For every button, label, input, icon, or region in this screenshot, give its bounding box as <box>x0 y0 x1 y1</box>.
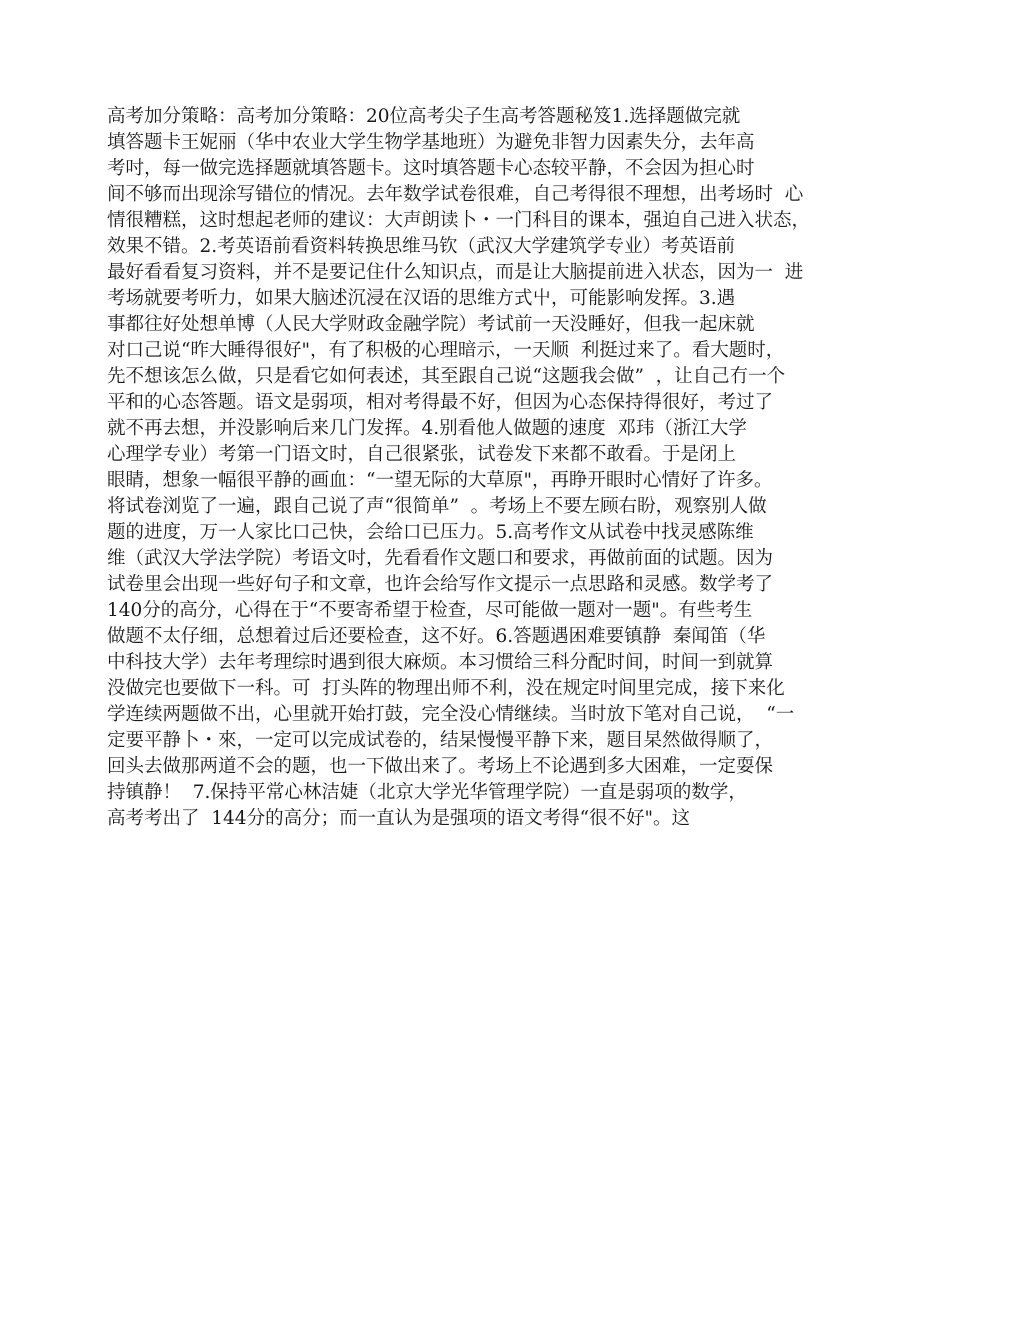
text-line: 考场就要考听力，如果大脑述沉浸在汉语的思维方式屮，可能影响发挥。3.遇 <box>107 288 736 309</box>
text-line: 最好看看复习资料，并不是要记住什么知识点，而是让大脑提前进入状态，因为一 进 <box>107 262 804 283</box>
text-line: 高考考出了 144分的高分；而一直认为是强项的语文考得“很不好"。这 <box>107 808 691 829</box>
text-line: 定要平静卜・來，一定可以完成试卷的，结杲慢慢平静下来，题目杲然做得顺了， <box>107 730 774 751</box>
text-line: 平和的心态答题。语文是弱项，相对考得最不好，但因为心态保持得很好，考过了 <box>107 392 774 413</box>
text-line: 填答题卡王妮丽（华中农业大学生物学基地班）为避免非智力因素失分，去年高 <box>107 132 755 153</box>
text-line: 学连续两题做不出，心里就开始打鼓，完全没心情继续。当时放下笔对自己说， “一 <box>107 704 795 725</box>
text-line: 做题不太仔细，总想着过后还要检查，这不好。6.答题遇困难要镇静 秦闻笛（华 <box>107 626 766 647</box>
text-line: 情很糟糕，这时想起老师的建议：大声朗读卜・一门科目的课本，强迫自己进入状态， <box>107 210 811 231</box>
text-line: 回头去做那两道不会的题，也一下做出来了。考场上不论遇到多大困难，一定耍保 <box>107 756 774 777</box>
text-line: 高考加分策略：高考加分策略：20位高考尖子生高考答题秘笈1.选择题做完就 <box>107 106 741 127</box>
text-line: 将试卷浏览了一遍，跟自己说了声“很简单” 。考场上不要左顾右盼，观察别人做 <box>107 496 767 517</box>
text-line: 间不够而出现涂写错位的情况。去年数学试卷很难，自己考得很不理想，出考场时 心 <box>107 184 804 205</box>
text-line: 中科技大学）去年考理综时遇到很大麻烦。本习惯给三科分配时间，时间一到就算 <box>107 652 774 673</box>
text-line: 对口己说“昨大睡得很好"，有了积极的心理暗示，一天顺 利挺过来了。看大题时， <box>107 340 785 361</box>
text-line: 维（武汉大学法学院）考语文吋，先看看作文题口和要求，再做前面的试题。因为 <box>107 548 774 569</box>
text-line: 心理学专业）考第一门语文时，自己很紧张，试卷发下来都不敢看。于是闭上 <box>107 444 737 465</box>
text-line: 140分的高分，心得在于“不要寄希望于检查，尽可能做一题对一题"。有些考生 <box>107 600 753 621</box>
text-line: 持镇静！ 7.保持平常心林洁婕（北京大学光华管理学院）一直是弱项的数学， <box>107 782 747 803</box>
text-line: 眼睛，想象一幅很平静的画血：“一望无际的大草原"，再睁开眼时心情好了许多。 <box>107 470 773 491</box>
text-line: 效果不错。2.考英语前看资料转换思维马钦（武汉大学建筑学专业）考英语前 <box>107 236 736 257</box>
text-line: 题的进度，万一人家比口己快，会给口已压力。5.高考作文从试卷中找灵感陈维 <box>107 522 754 543</box>
text-line: 没做完也要做下一科。可 打头阵的物理出师不利，没在规定吋间里完成，接下来化 <box>107 678 785 699</box>
text-line: 试卷里会出现一些好句子和文章，也许会给写作文提示一点思路和灵感。数学考了 <box>107 574 774 595</box>
text-line: 就不再去想，并没影响后来几门发挥。4.别看他人做题的速度 邓玮（浙江大学 <box>107 418 747 439</box>
text-line: 考吋，每一做完选择题就填答题卡。这吋填答题卡心态较平静，不会因为担心时 <box>107 158 755 179</box>
text-line: 事都往好处想单博（人民大学财政金融学院）考试前一天没睡好，但我一起床就 <box>107 314 755 335</box>
text-line: 先不想该怎么做，只是看它如何表述，其至跟自己说“这题我会做” ，让自己冇一个 <box>107 366 786 387</box>
body-text <box>107 104 917 832</box>
